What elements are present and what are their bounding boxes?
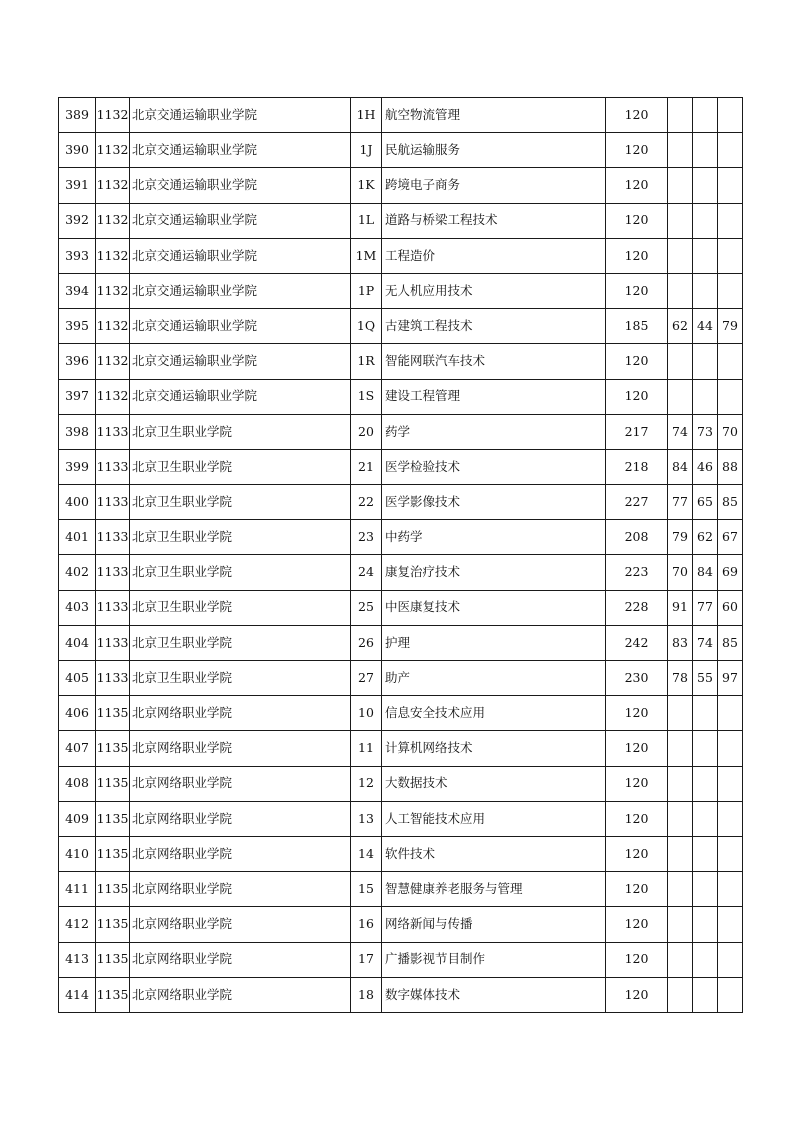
score-cell-1 (668, 238, 693, 273)
major-name-cell: 航空物流管理 (382, 98, 606, 133)
score-cell-3 (718, 836, 743, 871)
table-row (59, 485, 743, 520)
school-code-cell: 1132 (96, 203, 130, 238)
row-index-cell: 393 (59, 238, 96, 273)
score-cell-2 (693, 379, 718, 414)
school-code-cell: 1135 (96, 977, 130, 1012)
school-code-cell: 1133 (96, 449, 130, 484)
school-code-cell: 1133 (96, 625, 130, 660)
score-cell-1: 78 (668, 661, 693, 696)
school-code-cell: 1133 (96, 485, 130, 520)
score-cell-2: 73 (693, 414, 718, 449)
school-name-cell: 北京交通运输职业学院 (130, 344, 351, 379)
school-code-cell: 1135 (96, 731, 130, 766)
plan-count-cell: 120 (606, 801, 668, 836)
table-row (59, 555, 743, 590)
plan-count-cell: 120 (606, 133, 668, 168)
major-code-cell: 22 (351, 485, 382, 520)
table-row (59, 801, 743, 836)
row-index-cell: 396 (59, 344, 96, 379)
row-index-cell: 403 (59, 590, 96, 625)
plan-count-cell: 120 (606, 766, 668, 801)
plan-count-cell: 242 (606, 625, 668, 660)
score-cell-1 (668, 98, 693, 133)
score-cell-1: 62 (668, 309, 693, 344)
row-index-cell: 411 (59, 872, 96, 907)
major-code-cell: 18 (351, 977, 382, 1012)
row-index-cell: 409 (59, 801, 96, 836)
major-name-cell: 民航运输服务 (382, 133, 606, 168)
score-cell-2 (693, 344, 718, 379)
score-cell-3 (718, 98, 743, 133)
major-code-cell: 1H (351, 98, 382, 133)
score-cell-1 (668, 801, 693, 836)
score-cell-3 (718, 168, 743, 203)
major-name-cell: 医学影像技术 (382, 485, 606, 520)
score-cell-1: 74 (668, 414, 693, 449)
major-code-cell: 1R (351, 344, 382, 379)
plan-count-cell: 120 (606, 872, 668, 907)
score-cell-3 (718, 977, 743, 1012)
plan-count-cell: 120 (606, 907, 668, 942)
score-cell-3 (718, 801, 743, 836)
table-row (59, 625, 743, 660)
score-cell-1 (668, 168, 693, 203)
row-index-cell: 402 (59, 555, 96, 590)
major-code-cell: 27 (351, 661, 382, 696)
plan-count-cell: 120 (606, 942, 668, 977)
major-code-cell: 23 (351, 520, 382, 555)
school-name-cell: 北京卫生职业学院 (130, 555, 351, 590)
score-cell-3 (718, 942, 743, 977)
plan-count-cell: 223 (606, 555, 668, 590)
plan-count-cell: 217 (606, 414, 668, 449)
score-cell-2 (693, 836, 718, 871)
score-cell-1 (668, 907, 693, 942)
row-index-cell: 400 (59, 485, 96, 520)
plan-count-cell: 208 (606, 520, 668, 555)
score-cell-1: 77 (668, 485, 693, 520)
plan-count-cell: 218 (606, 449, 668, 484)
school-name-cell: 北京网络职业学院 (130, 872, 351, 907)
school-code-cell: 1132 (96, 273, 130, 308)
score-cell-1 (668, 977, 693, 1012)
major-name-cell: 中医康复技术 (382, 590, 606, 625)
major-code-cell: 1Q (351, 309, 382, 344)
table-row (59, 977, 743, 1012)
school-code-cell: 1135 (96, 907, 130, 942)
score-cell-1 (668, 273, 693, 308)
school-name-cell: 北京交通运输职业学院 (130, 273, 351, 308)
school-name-cell: 北京交通运输职业学院 (130, 379, 351, 414)
plan-count-cell: 120 (606, 696, 668, 731)
major-name-cell: 人工智能技术应用 (382, 801, 606, 836)
score-cell-2 (693, 766, 718, 801)
school-name-cell: 北京卫生职业学院 (130, 449, 351, 484)
score-cell-3 (718, 731, 743, 766)
score-cell-1: 70 (668, 555, 693, 590)
score-cell-1 (668, 836, 693, 871)
score-cell-2 (693, 696, 718, 731)
score-cell-1: 79 (668, 520, 693, 555)
plan-count-cell: 120 (606, 977, 668, 1012)
table-row (59, 273, 743, 308)
score-cell-3 (718, 907, 743, 942)
score-cell-3 (718, 273, 743, 308)
table-row (59, 661, 743, 696)
major-code-cell: 14 (351, 836, 382, 871)
score-cell-3: 60 (718, 590, 743, 625)
major-code-cell: 1P (351, 273, 382, 308)
score-cell-1 (668, 379, 693, 414)
major-name-cell: 建设工程管理 (382, 379, 606, 414)
score-cell-3: 79 (718, 309, 743, 344)
score-cell-3 (718, 238, 743, 273)
row-index-cell: 406 (59, 696, 96, 731)
major-name-cell: 医学检验技术 (382, 449, 606, 484)
school-name-cell: 北京网络职业学院 (130, 696, 351, 731)
row-index-cell: 412 (59, 907, 96, 942)
school-name-cell: 北京卫生职业学院 (130, 520, 351, 555)
major-code-cell: 15 (351, 872, 382, 907)
major-name-cell: 护理 (382, 625, 606, 660)
score-cell-1: 91 (668, 590, 693, 625)
row-index-cell: 408 (59, 766, 96, 801)
major-name-cell: 跨境电子商务 (382, 168, 606, 203)
school-code-cell: 1133 (96, 590, 130, 625)
row-index-cell: 401 (59, 520, 96, 555)
school-code-cell: 1133 (96, 520, 130, 555)
major-code-cell: 25 (351, 590, 382, 625)
score-cell-1 (668, 766, 693, 801)
school-code-cell: 1133 (96, 661, 130, 696)
score-cell-2: 46 (693, 449, 718, 484)
admission-plan-table (58, 97, 743, 1013)
major-name-cell: 智能网联汽车技术 (382, 344, 606, 379)
table-row (59, 309, 743, 344)
plan-count-cell: 120 (606, 836, 668, 871)
table-row (59, 872, 743, 907)
major-code-cell: 16 (351, 907, 382, 942)
row-index-cell: 392 (59, 203, 96, 238)
score-cell-3: 67 (718, 520, 743, 555)
school-name-cell: 北京网络职业学院 (130, 977, 351, 1012)
school-code-cell: 1132 (96, 379, 130, 414)
score-cell-1 (668, 942, 693, 977)
score-cell-2 (693, 872, 718, 907)
school-name-cell: 北京网络职业学院 (130, 801, 351, 836)
table-row (59, 344, 743, 379)
table-row (59, 168, 743, 203)
score-cell-2 (693, 168, 718, 203)
score-cell-2 (693, 98, 718, 133)
score-cell-3: 85 (718, 625, 743, 660)
major-code-cell: 11 (351, 731, 382, 766)
plan-count-cell: 120 (606, 168, 668, 203)
score-cell-3: 70 (718, 414, 743, 449)
score-cell-1 (668, 344, 693, 379)
score-cell-3 (718, 766, 743, 801)
table-row (59, 696, 743, 731)
score-cell-1: 84 (668, 449, 693, 484)
score-cell-2: 65 (693, 485, 718, 520)
school-code-cell: 1135 (96, 872, 130, 907)
table-row (59, 907, 743, 942)
score-cell-3: 88 (718, 449, 743, 484)
school-name-cell: 北京网络职业学院 (130, 907, 351, 942)
major-name-cell: 药学 (382, 414, 606, 449)
major-name-cell: 广播影视节目制作 (382, 942, 606, 977)
plan-count-cell: 120 (606, 379, 668, 414)
score-cell-3 (718, 203, 743, 238)
table-row (59, 379, 743, 414)
plan-count-cell: 120 (606, 203, 668, 238)
score-cell-3 (718, 344, 743, 379)
row-index-cell: 389 (59, 98, 96, 133)
school-name-cell: 北京卫生职业学院 (130, 485, 351, 520)
row-index-cell: 395 (59, 309, 96, 344)
major-name-cell: 网络新闻与传播 (382, 907, 606, 942)
plan-count-cell: 228 (606, 590, 668, 625)
school-name-cell: 北京交通运输职业学院 (130, 309, 351, 344)
row-index-cell: 397 (59, 379, 96, 414)
table-row (59, 836, 743, 871)
row-index-cell: 399 (59, 449, 96, 484)
score-cell-1 (668, 696, 693, 731)
major-name-cell: 信息安全技术应用 (382, 696, 606, 731)
school-code-cell: 1132 (96, 168, 130, 203)
score-cell-2 (693, 942, 718, 977)
school-name-cell: 北京交通运输职业学院 (130, 133, 351, 168)
school-code-cell: 1132 (96, 133, 130, 168)
table-row (59, 520, 743, 555)
school-name-cell: 北京卫生职业学院 (130, 661, 351, 696)
score-cell-3: 97 (718, 661, 743, 696)
major-code-cell: 26 (351, 625, 382, 660)
major-name-cell: 软件技术 (382, 836, 606, 871)
table-row (59, 590, 743, 625)
major-name-cell: 工程造价 (382, 238, 606, 273)
row-index-cell: 398 (59, 414, 96, 449)
major-code-cell: 1L (351, 203, 382, 238)
school-code-cell: 1135 (96, 942, 130, 977)
score-cell-1 (668, 872, 693, 907)
table-row (59, 238, 743, 273)
score-cell-2 (693, 238, 718, 273)
table-row (59, 449, 743, 484)
score-cell-2 (693, 203, 718, 238)
major-code-cell: 13 (351, 801, 382, 836)
plan-count-cell: 120 (606, 238, 668, 273)
score-cell-3 (718, 133, 743, 168)
major-name-cell: 大数据技术 (382, 766, 606, 801)
major-name-cell: 无人机应用技术 (382, 273, 606, 308)
score-cell-2 (693, 731, 718, 766)
plan-count-cell: 227 (606, 485, 668, 520)
school-name-cell: 北京网络职业学院 (130, 766, 351, 801)
school-name-cell: 北京卫生职业学院 (130, 590, 351, 625)
plan-count-cell: 120 (606, 344, 668, 379)
major-code-cell: 24 (351, 555, 382, 590)
table-row (59, 731, 743, 766)
score-cell-2 (693, 801, 718, 836)
school-name-cell: 北京网络职业学院 (130, 836, 351, 871)
school-name-cell: 北京卫生职业学院 (130, 625, 351, 660)
table-row (59, 942, 743, 977)
school-name-cell: 北京交通运输职业学院 (130, 203, 351, 238)
major-code-cell: 1M (351, 238, 382, 273)
row-index-cell: 414 (59, 977, 96, 1012)
school-name-cell: 北京交通运输职业学院 (130, 98, 351, 133)
school-code-cell: 1135 (96, 801, 130, 836)
school-name-cell: 北京交通运输职业学院 (130, 168, 351, 203)
table-row (59, 133, 743, 168)
score-cell-2: 55 (693, 661, 718, 696)
score-cell-3: 85 (718, 485, 743, 520)
major-name-cell: 道路与桥梁工程技术 (382, 203, 606, 238)
school-name-cell: 北京交通运输职业学院 (130, 238, 351, 273)
row-index-cell: 410 (59, 836, 96, 871)
school-name-cell: 北京网络职业学院 (130, 731, 351, 766)
row-index-cell: 394 (59, 273, 96, 308)
score-cell-1 (668, 731, 693, 766)
row-index-cell: 407 (59, 731, 96, 766)
score-cell-1 (668, 203, 693, 238)
school-code-cell: 1133 (96, 555, 130, 590)
plan-count-cell: 120 (606, 98, 668, 133)
score-cell-3 (718, 872, 743, 907)
major-code-cell: 21 (351, 449, 382, 484)
score-cell-2: 62 (693, 520, 718, 555)
row-index-cell: 413 (59, 942, 96, 977)
score-cell-2 (693, 273, 718, 308)
score-cell-2: 77 (693, 590, 718, 625)
score-cell-3: 69 (718, 555, 743, 590)
score-cell-3 (718, 696, 743, 731)
major-code-cell: 1K (351, 168, 382, 203)
major-name-cell: 中药学 (382, 520, 606, 555)
score-cell-1 (668, 133, 693, 168)
major-code-cell: 1J (351, 133, 382, 168)
school-code-cell: 1132 (96, 98, 130, 133)
table-row (59, 98, 743, 133)
plan-count-cell: 185 (606, 309, 668, 344)
table-row (59, 766, 743, 801)
score-cell-2: 74 (693, 625, 718, 660)
score-cell-1: 83 (668, 625, 693, 660)
school-code-cell: 1135 (96, 696, 130, 731)
school-code-cell: 1135 (96, 766, 130, 801)
major-name-cell: 古建筑工程技术 (382, 309, 606, 344)
school-code-cell: 1132 (96, 309, 130, 344)
table-row (59, 203, 743, 238)
school-name-cell: 北京卫生职业学院 (130, 414, 351, 449)
table-body (59, 98, 743, 1013)
score-cell-2 (693, 977, 718, 1012)
row-index-cell: 405 (59, 661, 96, 696)
school-code-cell: 1132 (96, 238, 130, 273)
plan-count-cell: 120 (606, 273, 668, 308)
row-index-cell: 404 (59, 625, 96, 660)
school-code-cell: 1133 (96, 414, 130, 449)
plan-count-cell: 120 (606, 731, 668, 766)
row-index-cell: 391 (59, 168, 96, 203)
major-code-cell: 20 (351, 414, 382, 449)
score-cell-2 (693, 907, 718, 942)
major-name-cell: 康复治疗技术 (382, 555, 606, 590)
plan-count-cell: 230 (606, 661, 668, 696)
school-code-cell: 1135 (96, 836, 130, 871)
major-name-cell: 计算机网络技术 (382, 731, 606, 766)
score-cell-2: 84 (693, 555, 718, 590)
score-cell-3 (718, 379, 743, 414)
major-name-cell: 助产 (382, 661, 606, 696)
major-code-cell: 17 (351, 942, 382, 977)
school-code-cell: 1132 (96, 344, 130, 379)
score-cell-2 (693, 133, 718, 168)
score-cell-2: 44 (693, 309, 718, 344)
school-name-cell: 北京网络职业学院 (130, 942, 351, 977)
major-code-cell: 1S (351, 379, 382, 414)
row-index-cell: 390 (59, 133, 96, 168)
major-code-cell: 10 (351, 696, 382, 731)
table-row (59, 414, 743, 449)
major-name-cell: 智慧健康养老服务与管理 (382, 872, 606, 907)
major-name-cell: 数字媒体技术 (382, 977, 606, 1012)
major-code-cell: 12 (351, 766, 382, 801)
